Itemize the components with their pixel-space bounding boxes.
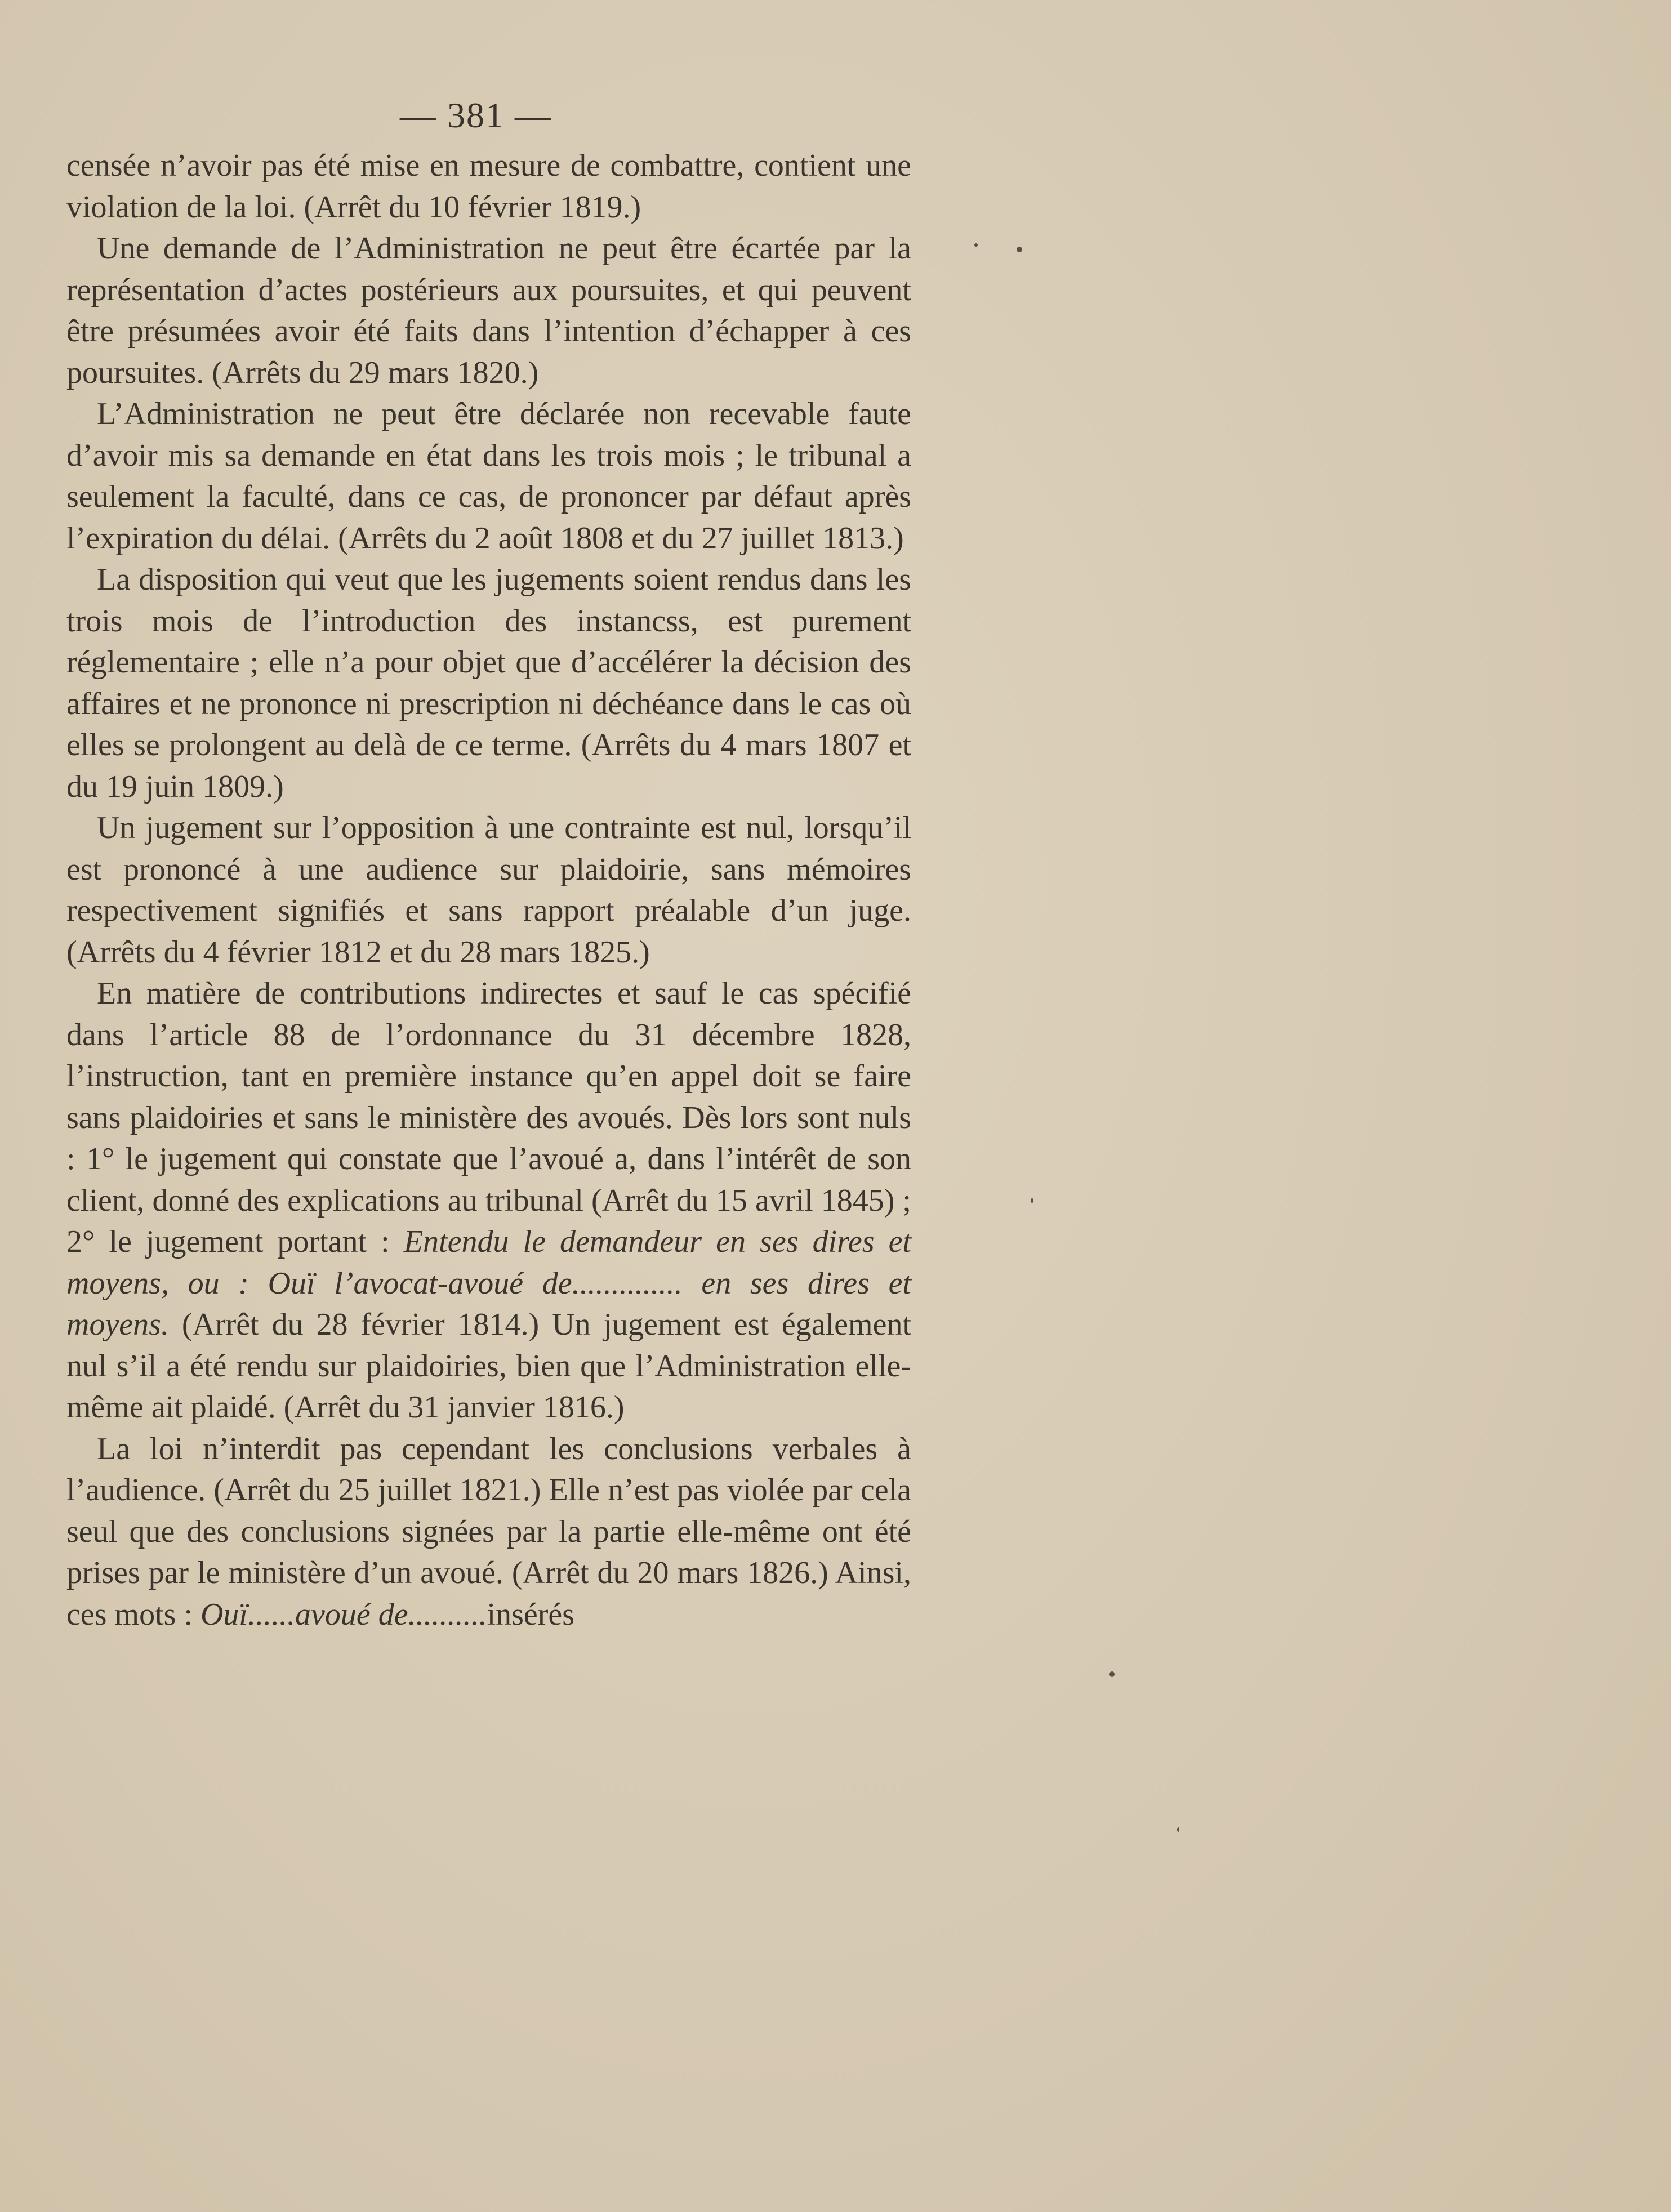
paper-speck	[1177, 1827, 1179, 1832]
paper-speck	[1031, 1198, 1033, 1203]
paragraph-6-segment-1: En matière de contributions indirectes et sauf le cas spécifié dans l’article 88 de l’ordonnance du 31 décembre 1828, l’instruction, tant en première instance qu’en appel doit se faire sans plaidoiries et sans le ministère des avoués. Dès lors sont nuls : 1° le jugement qui constate que l’avoué a, dans l’intérêt de son client, donné des explications au tribunal (Arrêt du 15 avril 1845) ; 2° le jugement portant :	[66, 976, 911, 1259]
paragraph-6-segment-3: (Arrêt du 28 février 1814.) Un jugement est également nul s’il a été rendu sur plaidoiries, bien que l’Administration elle-même ait plaidé. (Arrêt du 31 janvier 1816.)	[66, 1307, 911, 1425]
paper-speck	[974, 243, 978, 247]
paragraph-6	[66, 973, 911, 1429]
paragraph-1: censée n’avoir pas été mise en mesure de combattre, contient une violation de la loi. (Arrêt du 10 février 1819.)	[66, 148, 911, 225]
paragraph-6-italic-quote: Entendu le demandeur en ses dires et moyens, ou : Ouï l’avocat-avoué de.............. en ses dires et moyens.	[66, 1224, 912, 1342]
paper-speck	[1109, 1671, 1115, 1677]
paragraph-3: L’Administration ne peut être déclarée non recevable faute d’avoir mis sa demande en état dans les trois mois ; le tribunal a seulement la faculté, dans ce cas, de prononcer par défaut après l’expiration du délai. (Arrêts du 2 août 1808 et du 27 juillet 1813.)	[66, 396, 911, 556]
page-number: — 381 —	[400, 95, 552, 135]
paragraph-7-italic-quote: Ouï......avoué de..........	[200, 1596, 487, 1632]
paragraph-4: La disposition qui veut que les jugements soient rendus dans les trois mois de l’introduction des instancss, est purement réglementaire ; elle n’a pour objet que d’accélérer la décision des affaires et ne prononce ni prescription ni déchéance dans le cas où elles se prolongent au delà de ce terme. (Arrêts du 4 mars 1807 et du 19 juin 1809.)	[66, 562, 911, 804]
body-text	[66, 145, 911, 1635]
paragraph-7-segment-3: insérés	[487, 1596, 575, 1632]
paragraph-5: Un jugement sur l’opposition à une contrainte est nul, lorsqu’il est prononcé à une audience sur plaidoirie, sans mémoires respectivement signifiés et sans rapport préalable d’un juge. (Arrêts du 4 février 1812 et du 28 mars 1825.)	[66, 810, 911, 970]
paragraph-7	[66, 1429, 911, 1636]
paper-speck	[1017, 247, 1022, 252]
paragraph-7-segment-1: La loi n’interdit pas cependant les conclusions verbales à l’audience. (Arrêt du 25 juillet 1821.) Elle n’est pas violée par cela seul que des conclusions signées par la partie elle-même ont été prises par le ministère d’un avoué. (Arrêt du 20 mars 1826.) Ainsi, ces mots :	[66, 1431, 911, 1632]
paragraph-2: Une demande de l’Administration ne peut être écartée par la représentation d’actes postérieurs aux poursuites, et qui peuvent être présumées avoir été faits dans l’intention d’échapper à ces poursuites. (Arrêts du 29 mars 1820.)	[66, 231, 911, 390]
